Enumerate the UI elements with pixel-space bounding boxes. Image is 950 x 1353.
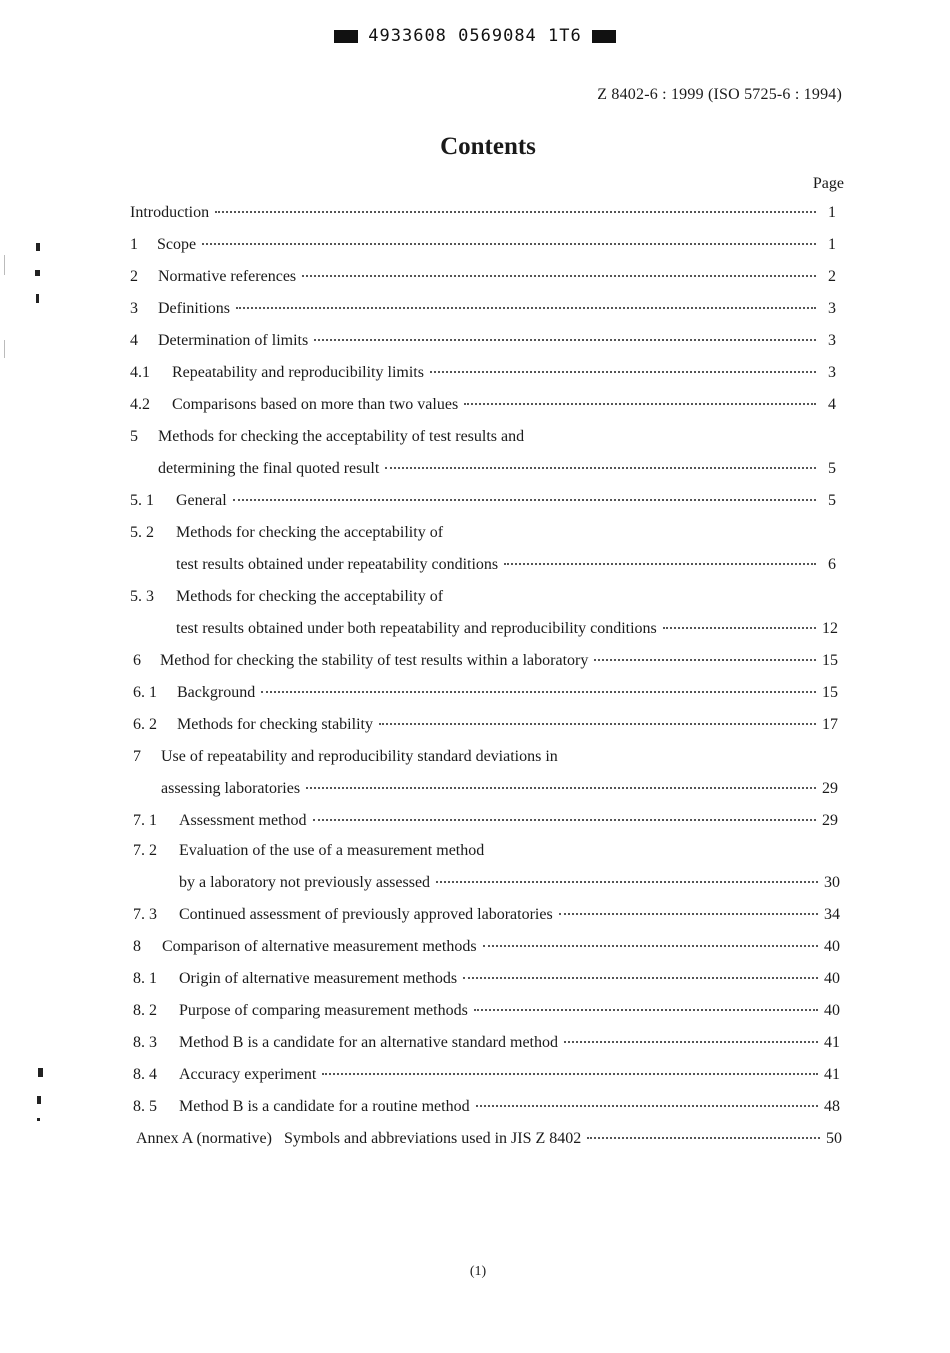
scan-speck (38, 1068, 43, 1077)
toc-entry (133, 812, 838, 840)
toc-entry (130, 588, 836, 616)
toc-entry-number: 2 (130, 268, 138, 285)
toc-entry-page: 48 (824, 1098, 840, 1115)
toc-entry-page: 5 (828, 492, 836, 509)
toc-entry (136, 1130, 842, 1158)
toc-entry-page: 40 (824, 938, 840, 955)
toc-entry-page: 40 (824, 1002, 840, 1019)
toc-dot-leader (385, 467, 816, 469)
toc-entry-title: Methods for checking the acceptability of test results and (158, 428, 525, 445)
toc-entry-page: 30 (824, 874, 840, 891)
toc-entry-title: test results obtained under repeatability conditions (176, 556, 499, 573)
toc-entry-page: 4 (828, 396, 836, 413)
toc-dot-leader (302, 275, 816, 277)
toc-entry-title: Method for checking the stability of test results within a laboratory (160, 652, 589, 669)
standard-reference: Z 8402-6 : 1999 (ISO 5725-6 : 1994) (597, 86, 842, 103)
toc-entry (133, 1002, 840, 1030)
toc-entry-title: Repeatability and reproducibility limits (172, 364, 424, 381)
toc-entry (130, 460, 836, 488)
toc-entry (130, 620, 838, 648)
toc-entry (133, 684, 838, 712)
toc-entry-title: General (176, 492, 227, 509)
toc-dot-leader (564, 1041, 818, 1043)
barcode-bar-left (334, 30, 358, 43)
toc-entry-title: Methods for checking the acceptability of (176, 588, 444, 605)
page-title: Contents (440, 133, 536, 160)
toc-entry-title: Method B is a candidate for a routine method (179, 1098, 470, 1115)
toc-entry-number: 5 (130, 428, 138, 445)
toc-entry-page: 50 (826, 1130, 842, 1147)
toc-entry (130, 364, 836, 392)
toc-entry-title: Accuracy experiment (179, 1066, 317, 1083)
toc-entry-page: 17 (822, 716, 838, 733)
toc-dot-leader (464, 403, 816, 405)
toc-entry-title: Annex A (normative) Symbols and abbreviations used in JIS Z 8402 (136, 1130, 582, 1147)
toc-entry-page: 3 (828, 332, 836, 349)
scan-line (4, 255, 5, 275)
toc-entry-number: 7 (133, 748, 141, 765)
toc-dot-leader (483, 945, 818, 947)
toc-entry (130, 204, 836, 232)
toc-dot-leader (504, 563, 816, 565)
toc-entry (130, 524, 836, 552)
toc-entry-title: Assessment method (179, 812, 307, 829)
toc-entry-title: Comparisons based on more than two values (172, 396, 459, 413)
toc-entry-page: 41 (824, 1034, 840, 1051)
toc-entry-number: 8. 3 (133, 1034, 157, 1051)
scan-speck (36, 243, 40, 251)
toc-entry-title: Methods for checking the acceptability of (176, 524, 444, 541)
toc-entry-number: 4.1 (130, 364, 150, 381)
page-column-label: Page (812, 175, 844, 192)
toc-entry (130, 300, 836, 328)
toc-entry-page: 41 (824, 1066, 840, 1083)
toc-entry-number: 4.2 (130, 396, 150, 413)
toc-entry-number: 6. 1 (133, 684, 157, 701)
toc-entry-title: assessing laboratories (161, 780, 301, 797)
toc-entry (133, 874, 840, 902)
toc-dot-leader (559, 913, 818, 915)
scan-speck (37, 1096, 41, 1104)
toc-entry-title: by a laboratory not previously assessed (179, 874, 431, 891)
toc-entry-number: 8. 5 (133, 1098, 157, 1115)
toc-entry-page: 3 (828, 364, 836, 381)
toc-dot-leader (663, 627, 816, 629)
toc-entry (133, 748, 838, 776)
toc-dot-leader (474, 1009, 818, 1011)
toc-entry-title: Origin of alternative measurement methods (179, 970, 458, 987)
toc-entry-page: 15 (822, 652, 838, 669)
barcode-strip (0, 26, 950, 46)
toc-entry (133, 842, 840, 870)
toc-entry-page: 12 (822, 620, 838, 637)
toc-entry (130, 492, 836, 520)
toc-entry-title: Method B is a candidate for an alternative standard method (179, 1034, 558, 1051)
toc-entry (133, 1034, 840, 1062)
toc-entry-title: Normative references (158, 268, 297, 285)
toc-dot-leader (233, 499, 816, 501)
toc-entry-title: Definitions (158, 300, 230, 317)
toc-entry-number: 5. 3 (130, 588, 154, 605)
toc-dot-leader (236, 307, 816, 309)
toc-entry (130, 556, 836, 584)
toc-entry (133, 970, 840, 998)
toc-entry-page: 15 (822, 684, 838, 701)
toc-entry-page: 1 (828, 236, 836, 253)
toc-entry (133, 780, 838, 808)
toc-dot-leader (379, 723, 816, 725)
toc-dot-leader (594, 659, 816, 661)
toc-entry-number: 4 (130, 332, 138, 349)
toc-entry-number: 8. 1 (133, 970, 157, 987)
toc-dot-leader (306, 787, 816, 789)
toc-entry-number: 3 (130, 300, 138, 317)
toc-dot-leader (313, 819, 816, 821)
toc-entry-number: 6. 2 (133, 716, 157, 733)
toc-entry (130, 236, 836, 264)
toc-entry-page: 1 (828, 204, 836, 221)
toc-entry-number: 8. 2 (133, 1002, 157, 1019)
toc-entry-page: 2 (828, 268, 836, 285)
toc-entry-title: Comparison of alternative measurement methods (162, 938, 477, 955)
toc-entry (133, 1098, 840, 1126)
toc-entry-number: 5. 1 (130, 492, 154, 509)
barcode-text: 4933608 0569084 1T6 (368, 26, 582, 46)
toc-entry-title: Background (177, 684, 256, 701)
toc-dot-leader (436, 881, 818, 883)
toc-entry-number: 7. 1 (133, 812, 157, 829)
toc-entry-title: Use of repeatability and reproducibility standard deviations in (161, 748, 558, 765)
toc-entry-page: 34 (824, 906, 840, 923)
toc-entry (130, 428, 836, 456)
toc-entry-page: 6 (828, 556, 836, 573)
toc-entry (130, 332, 836, 360)
toc-entry (130, 396, 836, 424)
toc-entry-page: 5 (828, 460, 836, 477)
toc-entry-number: 5. 2 (130, 524, 154, 541)
toc-entry-number: 7. 3 (133, 906, 157, 923)
toc-entry-page: 29 (822, 812, 838, 829)
toc-entry (133, 1066, 840, 1094)
toc-entry-page: 40 (824, 970, 840, 987)
scan-line (4, 340, 5, 358)
toc-entry-number: 1 (130, 236, 138, 253)
toc-entry-title: Evaluation of the use of a measurement method (179, 842, 485, 859)
scan-speck (37, 1118, 40, 1121)
toc-entry (130, 268, 836, 296)
toc-dot-leader (476, 1105, 818, 1107)
toc-entry-number: 8 (133, 938, 141, 955)
toc-dot-leader (587, 1137, 820, 1139)
toc-entry (133, 938, 840, 966)
toc-entry (133, 716, 838, 744)
toc-entry-number: 6 (133, 652, 141, 669)
toc-dot-leader (202, 243, 816, 245)
toc-dot-leader (261, 691, 816, 693)
toc-dot-leader (463, 977, 818, 979)
toc-entry (133, 906, 840, 934)
toc-entry-page: 3 (828, 300, 836, 317)
toc-entry-page: 29 (822, 780, 838, 797)
toc-entry-number: 8. 4 (133, 1066, 157, 1083)
toc-entry (133, 652, 838, 680)
toc-dot-leader (314, 339, 816, 341)
toc-entry-title: Introduction (130, 204, 210, 221)
toc-dot-leader (430, 371, 816, 373)
toc-entry-number: 7. 2 (133, 842, 157, 859)
toc-dot-leader (215, 211, 816, 213)
toc-entry-title: Purpose of comparing measurement methods (179, 1002, 468, 1019)
toc-entry-title: Methods for checking stability (177, 716, 373, 733)
barcode-bar-right (592, 30, 616, 43)
toc-entry-title: Scope (157, 236, 197, 253)
toc-dot-leader (322, 1073, 818, 1075)
toc-entry-title: test results obtained under both repeatability and reproducibility conditions (176, 620, 657, 637)
toc-entry-title: Determination of limits (158, 332, 309, 349)
page-number: (1) (469, 1264, 487, 1279)
toc-entry-title: Continued assessment of previously approved laboratories (179, 906, 553, 923)
scan-speck (35, 270, 40, 276)
toc-entry-title: determining the final quoted result (158, 460, 380, 477)
scan-speck (36, 294, 39, 303)
